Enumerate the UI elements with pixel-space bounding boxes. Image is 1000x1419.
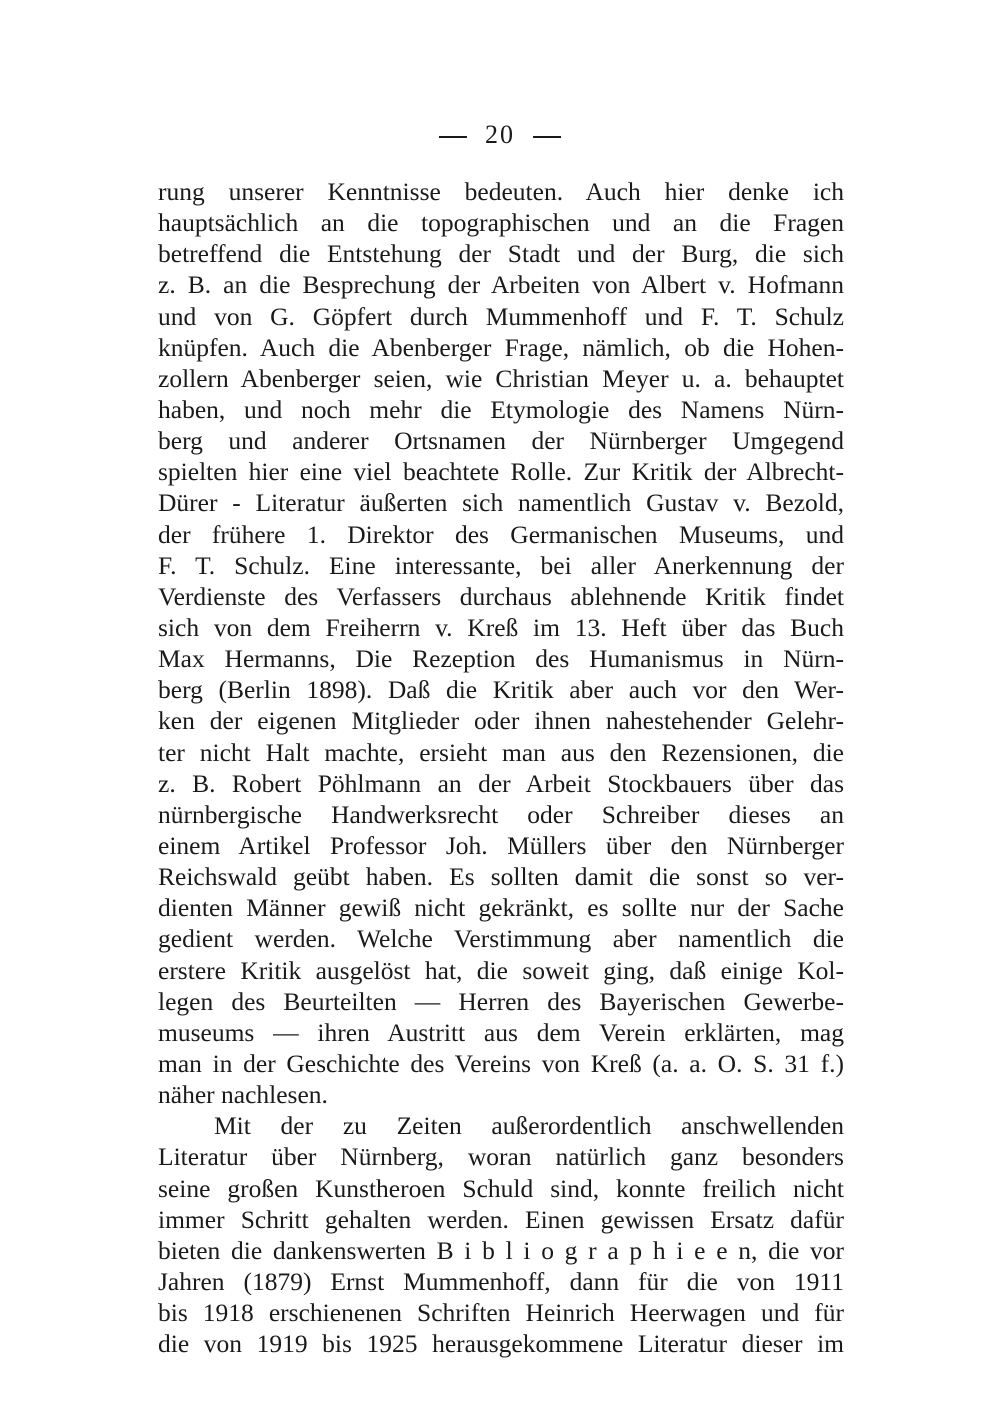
paragraph-1 — [158, 176, 844, 1110]
text-line: betreffend die Entstehung der Stadt und der Burg, die sich — [158, 239, 844, 269]
text-line: Literatur über Nürnberg, woran natürlich ganz besonders — [158, 1142, 844, 1172]
text-line: Mit der zu Zeiten außerordentlich anschwellenden — [214, 1111, 844, 1141]
text-line: seine großen Kunstheroen Schuld sind, konnte freilich nicht — [158, 1173, 844, 1203]
page-number-value: 20 — [485, 120, 515, 149]
text-line: einem Artikel Professor Joh. Müllers über den Nürnberger — [158, 830, 844, 860]
text-line: z. B. Robert Pöhlmann an der Arbeit Stockbauers über das — [158, 768, 844, 798]
text-line: z. B. an die Besprechung der Arbeiten von Albert v. Hofmann — [158, 270, 844, 300]
left-dash — [439, 136, 467, 138]
page-number — [0, 118, 1000, 152]
text-line: und von G. Göpfert durch Mummenhoff und F. T. Schulz — [158, 301, 844, 331]
text-line: die von 1919 bis 1925 herausgekommene Literatur dieser im — [158, 1329, 844, 1359]
text-line: berg (Berlin 1898). Daß die Kritik aber auch vor den Wer- — [158, 675, 844, 705]
right-dash — [533, 136, 561, 138]
text-line: hauptsächlich an die topographischen und an die Fragen — [158, 208, 844, 238]
body-text — [158, 176, 844, 1359]
text-line: spielten hier eine viel beachtete Rolle. Zur Kritik der Albrecht- — [158, 457, 844, 487]
text-line: haben, und noch mehr die Etymologie des Namens Nürn- — [158, 394, 844, 424]
text-line: zollern Abenberger seien, wie Christian Meyer u. a. behauptet — [158, 363, 844, 393]
text-line: erstere Kritik ausgelöst hat, die soweit ging, daß einige Kol- — [158, 955, 844, 985]
text-line: Dürer - Literatur äußerten sich namentlich Gustav v. Bezold, — [158, 488, 844, 518]
text-line: bis 1918 erschienenen Schriften Heinrich Heerwagen und für — [158, 1298, 844, 1328]
text-line: näher nachlesen. — [158, 1080, 328, 1110]
text-line: Reichswald geübt haben. Es sollten damit die sonst so ver- — [158, 862, 844, 892]
text-line: legen des Beurteilten — Herren des Bayerischen Gewerbe- — [158, 986, 844, 1016]
text-line: berg und anderer Ortsnamen der Nürnberger Umgegend — [158, 426, 844, 456]
text-line: sich von dem Freiherrn v. Kreß im 13. Heft über das Buch — [158, 612, 844, 642]
text-line: Max Hermanns, Die Rezeption des Humanismus in Nürn- — [158, 644, 844, 674]
text-line: dienten Männer gewiß nicht gekränkt, es sollte nur der Sache — [158, 893, 844, 923]
text-line: man in der Geschichte des Vereins von Kreß (a. a. O. S. 31 f.) — [158, 1048, 844, 1078]
text-line: nürnbergische Handwerksrecht oder Schreiber dieses an — [158, 799, 844, 829]
text-line: bieten die dankenswerten B i b l i o g r a p h i e e n, die vor — [158, 1235, 844, 1265]
text-line: immer Schritt gehalten werden. Einen gewissen Ersatz dafür — [158, 1204, 844, 1234]
text-line: rung unserer Kenntnisse bedeuten. Auch hier denke ich — [158, 177, 844, 206]
text-line: gedient werden. Welche Verstimmung aber namentlich die — [158, 924, 844, 954]
text-line: ken der eigenen Mitglieder oder ihnen nahestehender Gelehr- — [158, 706, 844, 736]
paragraph-2 — [158, 1110, 844, 1359]
text-line: F. T. Schulz. Eine interessante, bei aller Anerkennung der — [158, 550, 844, 580]
text-line: der frühere 1. Direktor des Germanischen Museums, und — [158, 519, 844, 549]
text-line: Verdienste des Verfassers durchaus ablehnende Kritik findet — [158, 581, 844, 611]
text-line: museums — ihren Austritt aus dem Verein erklärten, mag — [158, 1017, 844, 1047]
text-line: knüpfen. Auch die Abenberger Frage, nämlich, ob die Hohen- — [158, 332, 844, 362]
text-line: ter nicht Halt machte, ersieht man aus den Rezensionen, die — [158, 737, 844, 767]
text-line: Jahren (1879) Ernst Mummenhoff, dann für die von 1911 — [158, 1266, 844, 1296]
